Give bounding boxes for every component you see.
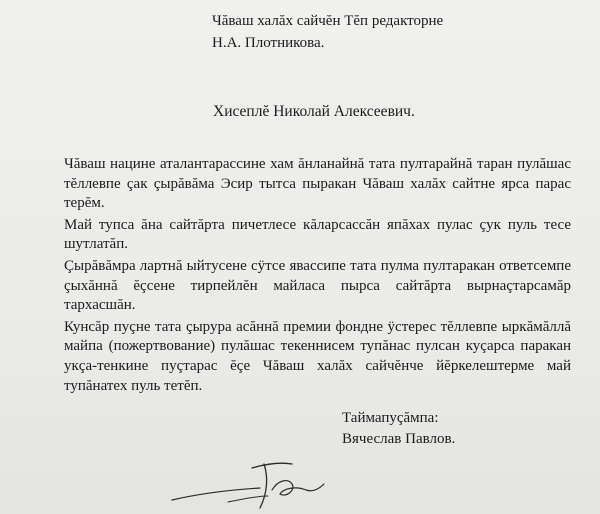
closing-block	[342, 408, 455, 450]
paragraph-4: Кунсăр пуçне тата çырура асăннă премии фондне ÿстерес тĕллевпе ыркăмăллă майпа (пожертвование) пулăшас текеннисем тупăнас пулсан куçарса паракан укçа-тенкине пуçтарас ĕçе Чăваш халăх сайчĕнче йĕркелештерме май тупăнатех пуль тетĕп.	[64, 318, 571, 394]
letter-body	[64, 155, 571, 398]
salutation: Хисеплĕ Николай Алексеевич.	[213, 103, 415, 120]
recipient-block	[212, 10, 443, 54]
closing-regards: Таймапуçăмпа:	[342, 410, 439, 426]
recipient-name: Н.А. Плотникова.	[212, 35, 325, 51]
paragraph-3: Çырăвăмра лартнă ыйтусене сÿтсе явассипе тата пулма пултаракан ответсемпе çыхăннă ĕçсене тирпейлĕн майласа пырса сайтăрта вырнаçтарсамăр тархасшăн.	[64, 257, 571, 314]
recipient-title: Чăваш халăх сайчĕн Тĕп редакторне	[212, 13, 444, 29]
paragraph-1: Чăваш нацине аталантарассине хам ăнланайнă тата пултарайнă таран пулăшас тĕллевпе çак çырăвăма Эсир тытса пыракан Чăваш халăх сайтне ярса парас терĕм.	[64, 156, 571, 212]
paragraph-2: Май тупса ăна сайтăрта пичетлесе кăларсассăн япăхах пулас çук пуль тесе шутлатăп.	[64, 216, 571, 253]
sender-name: Вячеслав Павлов.	[342, 431, 456, 447]
handwritten-signature	[168, 454, 333, 510]
